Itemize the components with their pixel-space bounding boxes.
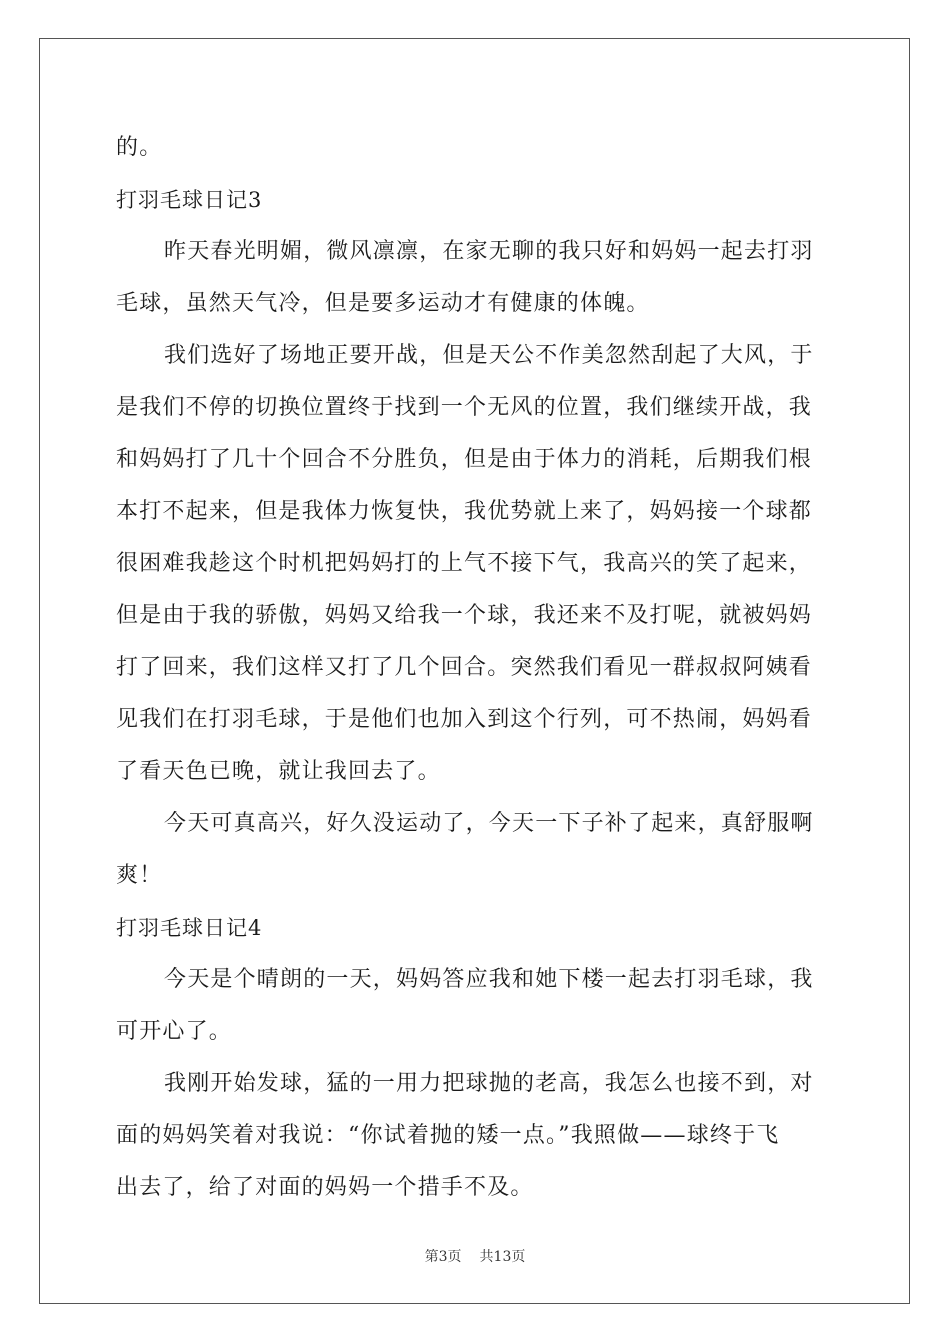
text-line: 是我们不停的切换位置终于找到一个无风的位置，我们继续开战，我	[116, 395, 813, 420]
page-footer	[0, 1246, 950, 1266]
page-total: 共13页	[479, 1249, 526, 1265]
text-line: 很困难我趁这个时机把妈妈打的上气不接下气，我高兴的笑了起来，	[116, 551, 813, 576]
text-line: 出去了，给了对面的妈妈一个措手不及。	[116, 1175, 534, 1200]
text-line: 爽！	[116, 863, 163, 888]
text-line: 打了回来，我们这样又打了几个回合。突然我们看见一群叔叔阿姨看	[116, 655, 813, 680]
document-body	[116, 122, 834, 1214]
text-line: 毛球，虽然天气冷，但是要多运动才有健康的体魄。	[116, 291, 650, 316]
text-line: 我刚开始发球，猛的一用力把球抛的老高，我怎么也接不到，对	[164, 1071, 814, 1096]
text-line: 今天是个晴朗的一天，妈妈答应我和她下楼一起去打羽毛球，我	[164, 967, 814, 992]
text-line: 今天可真高兴，好久没运动了，今天一下子补了起来，真舒服啊	[164, 811, 814, 836]
section-title: 打羽毛球日记3	[116, 188, 263, 212]
text-line: 可开心了。	[116, 1019, 233, 1044]
text-line: 的。	[116, 135, 163, 160]
text-line: 本打不起来，但是我体力恢复快，我优势就上来了，妈妈接一个球都	[116, 499, 813, 524]
page-number: 第3页	[424, 1249, 462, 1265]
text-line: 面的妈妈笑着对我说：“你试着抛的矮一点。”我照做——球终于飞	[116, 1123, 780, 1148]
text-line: 了看天色已晚，就让我回去了。	[116, 759, 441, 784]
section-title: 打羽毛球日记4	[116, 916, 263, 940]
text-line: 昨天春光明媚，微风凛凛，在家无聊的我只好和妈妈一起去打羽	[164, 239, 814, 264]
text-line: 我们选好了场地正要开战，但是天公不作美忽然刮起了大风，于	[164, 343, 814, 368]
text-line: 和妈妈打了几十个回合不分胜负，但是由于体力的消耗，后期我们根	[116, 447, 813, 472]
text-line: 见我们在打羽毛球，于是他们也加入到这个行列，可不热闹，妈妈看	[116, 707, 813, 732]
text-line: 但是由于我的骄傲，妈妈又给我一个球，我还来不及打呢，就被妈妈	[116, 603, 813, 628]
